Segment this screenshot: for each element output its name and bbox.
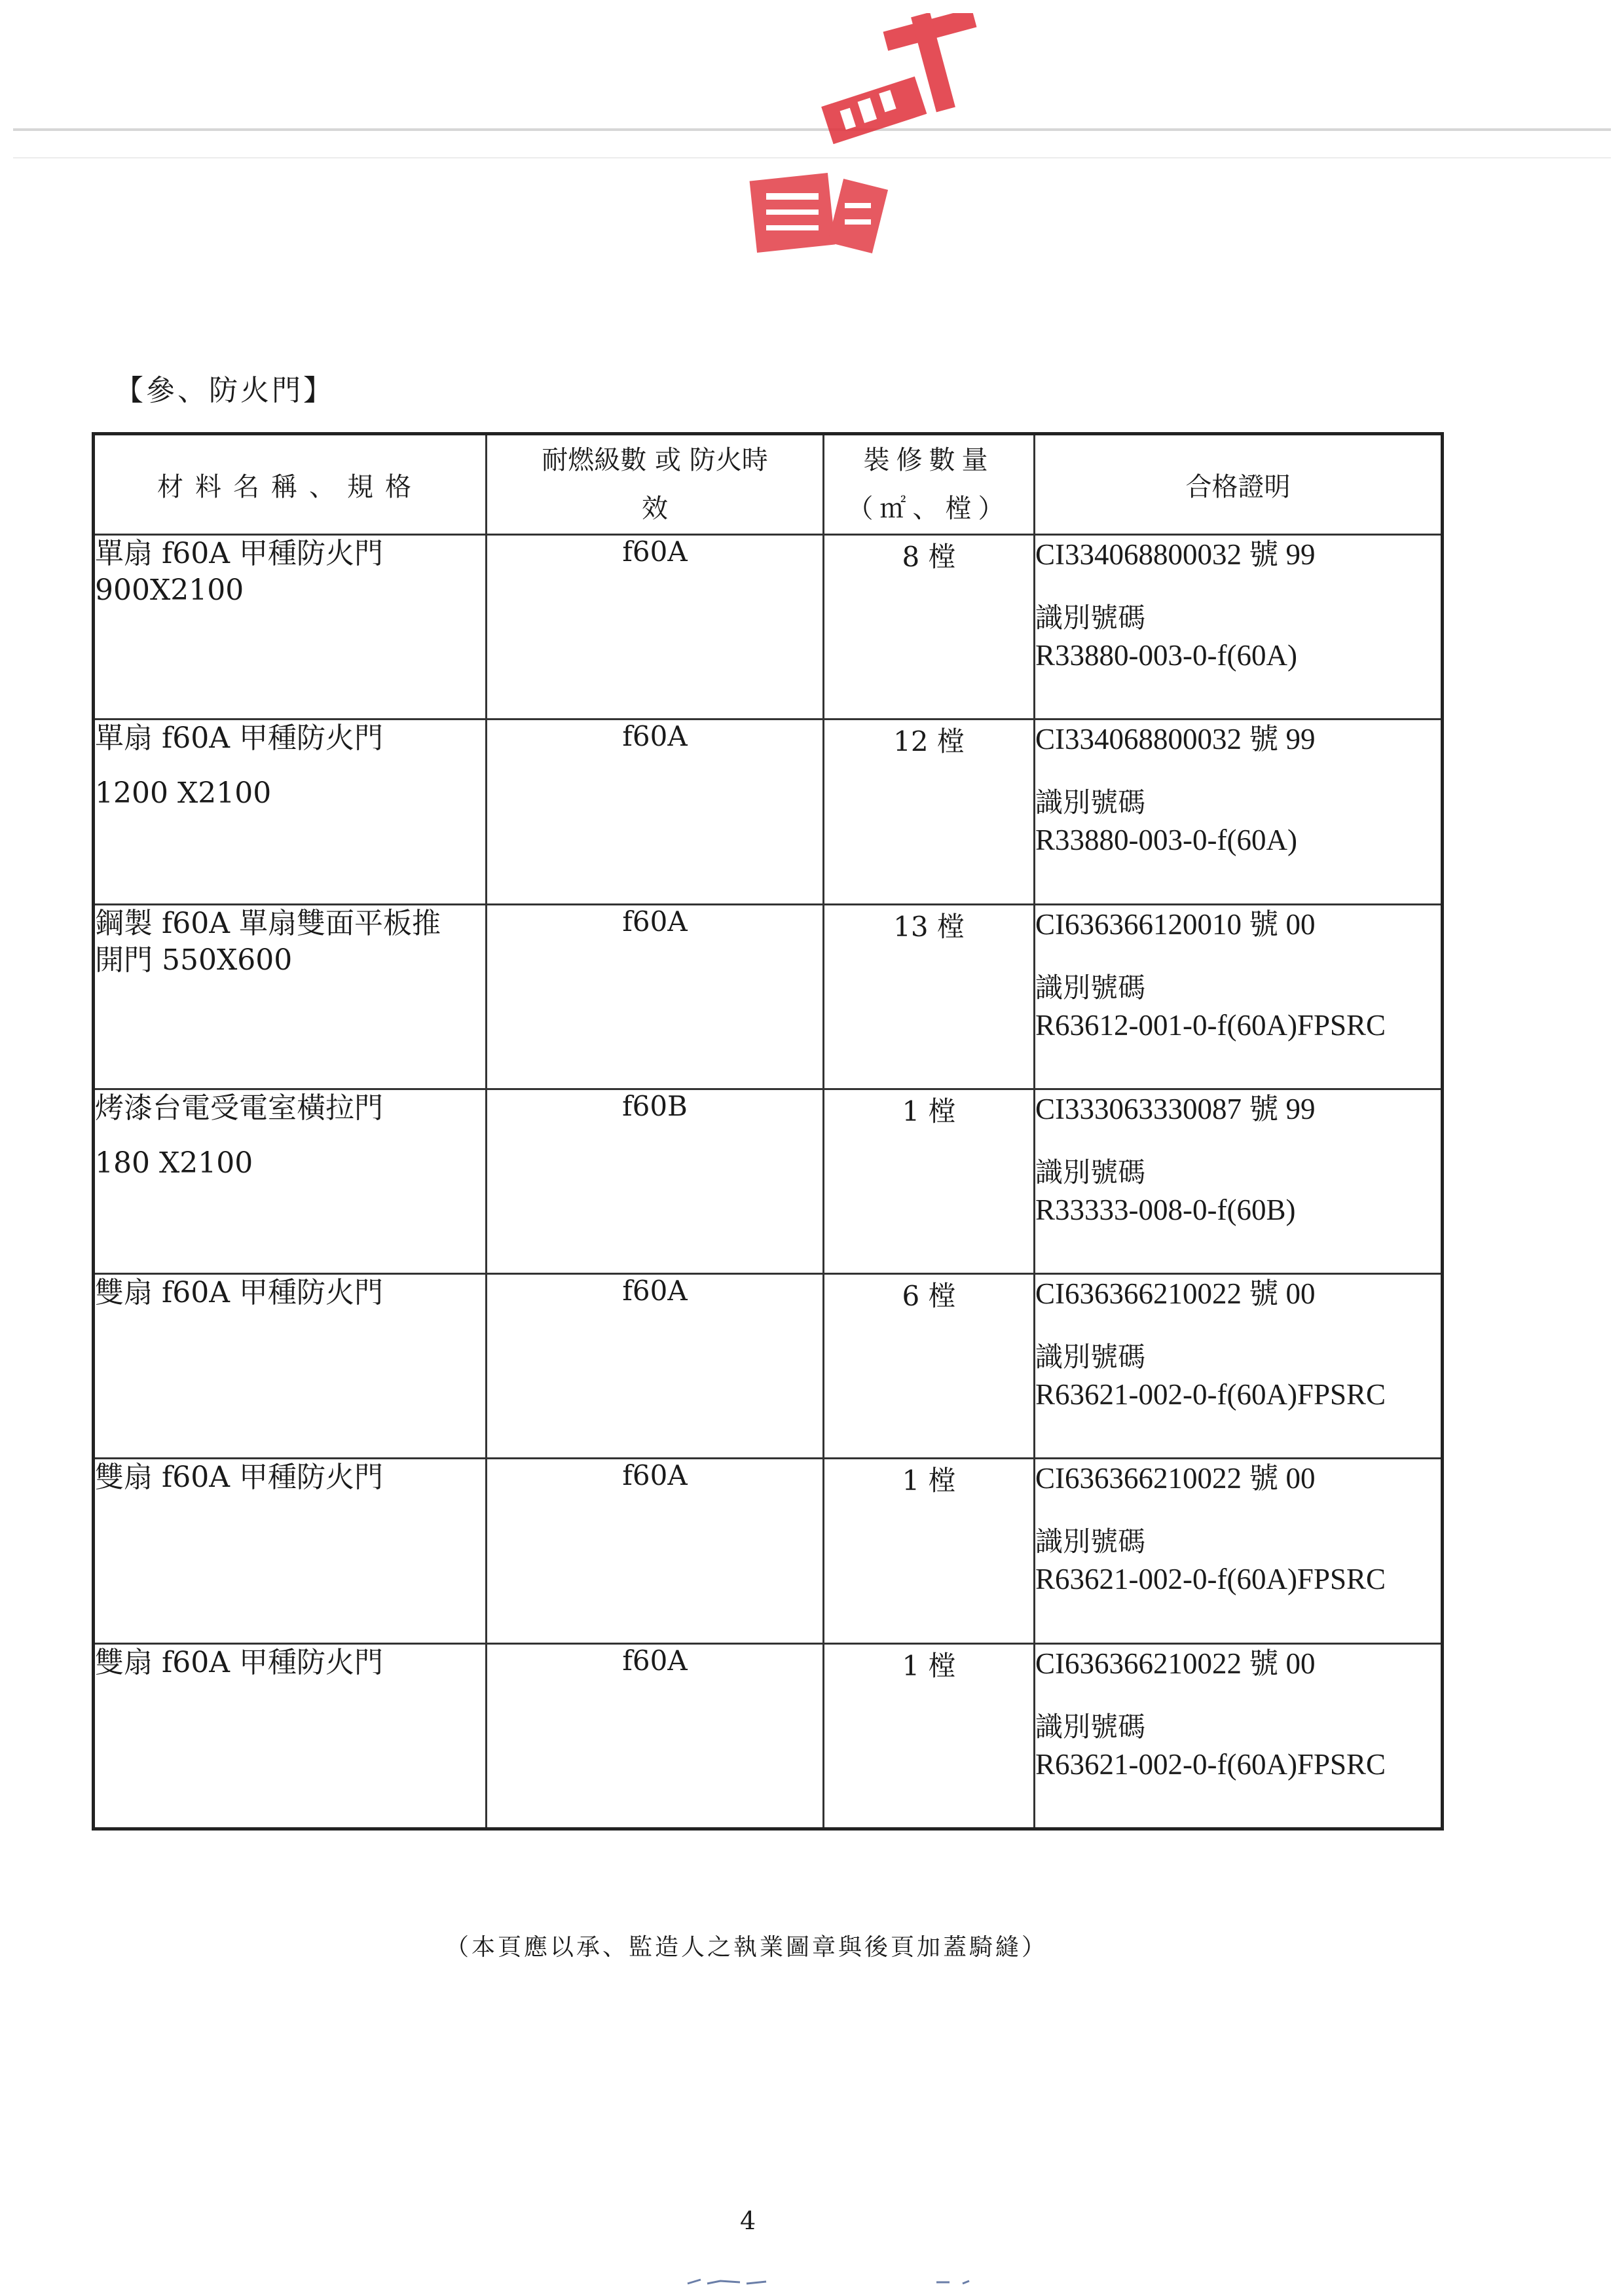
- certification-cell: CI636366120010 號 00 識別號碼 R63612-001-0-f(60A)FPSRC: [1035, 904, 1443, 1089]
- header-fire-rating: 耐燃級數 或 防火時 效: [487, 434, 824, 535]
- quantity-cell: 6 樘: [824, 1274, 1035, 1459]
- table-row: [94, 1089, 1443, 1273]
- quantity-cell: 13 樘: [824, 904, 1035, 1089]
- table-row: [94, 720, 1443, 904]
- red-seal-stamp-small: [747, 157, 897, 262]
- material-spec-cell: 鋼製 f60A 單扇雙面平板推 開門 550X600: [94, 904, 487, 1089]
- quantity-cell: 1 樘: [824, 1643, 1035, 1829]
- certification-cell: CI636366210022 號 00 識別號碼 R63621-002-0-f(60A)FPSRC: [1035, 1643, 1443, 1829]
- material-spec-cell: 單扇 f60A 甲種防火門 900X2100: [94, 535, 487, 720]
- fire-rating-cell: f60A: [487, 1274, 824, 1459]
- table-row: [94, 1643, 1443, 1829]
- page-number: 4: [740, 2206, 756, 2235]
- quantity-cell: 1 樘: [824, 1089, 1035, 1273]
- material-spec-cell: 單扇 f60A 甲種防火門 1200 X2100: [94, 720, 487, 904]
- fire-door-table: [92, 432, 1444, 1831]
- header-certification: 合格證明: [1035, 434, 1443, 535]
- red-seal-stamp: [786, 13, 982, 144]
- quantity-cell: 8 樘: [824, 535, 1035, 720]
- header-quantity: 裝修數量 （㎡、樘）: [824, 434, 1035, 535]
- certification-cell: CI334068800032 號 99 識別號碼 R33880-003-0-f(60A): [1035, 535, 1443, 720]
- material-spec-cell: 雙扇 f60A 甲種防火門: [94, 1274, 487, 1459]
- certification-cell: CI636366210022 號 00 識別號碼 R63621-002-0-f(60A)FPSRC: [1035, 1459, 1443, 1643]
- material-spec-cell: 烤漆台電受電室橫拉門 180 X2100: [94, 1089, 487, 1273]
- section-title: 【參、防火門】: [115, 374, 335, 407]
- fire-rating-cell: f60A: [487, 720, 824, 904]
- certification-cell: CI334068800032 號 99 識別號碼 R33880-003-0-f(60A): [1035, 720, 1443, 904]
- fire-rating-cell: f60A: [487, 535, 824, 720]
- scan-artifact: [655, 2278, 995, 2285]
- fire-rating-cell: f60A: [487, 1643, 824, 1829]
- table-row: [94, 1459, 1443, 1643]
- fire-rating-cell: f60B: [487, 1089, 824, 1273]
- table-header-row: [94, 434, 1443, 535]
- material-spec-cell: 雙扇 f60A 甲種防火門: [94, 1459, 487, 1643]
- header-material-spec: 材料名稱、規格: [94, 434, 487, 535]
- table-row: [94, 535, 1443, 720]
- table-row: [94, 904, 1443, 1089]
- certification-cell: CI333063330087 號 99 識別號碼 R33333-008-0-f(60B): [1035, 1089, 1443, 1273]
- quantity-cell: 12 樘: [824, 720, 1035, 904]
- quantity-cell: 1 樘: [824, 1459, 1035, 1643]
- table-row: [94, 1274, 1443, 1459]
- stamp-instruction-note: （本頁應以承、監造人之執業圖章與後頁加蓋騎縫）: [445, 1934, 1048, 1961]
- certification-cell: CI636366210022 號 00 識別號碼 R63621-002-0-f(60A)FPSRC: [1035, 1274, 1443, 1459]
- fire-rating-cell: f60A: [487, 1459, 824, 1643]
- fire-rating-cell: f60A: [487, 904, 824, 1089]
- material-spec-cell: 雙扇 f60A 甲種防火門: [94, 1643, 487, 1829]
